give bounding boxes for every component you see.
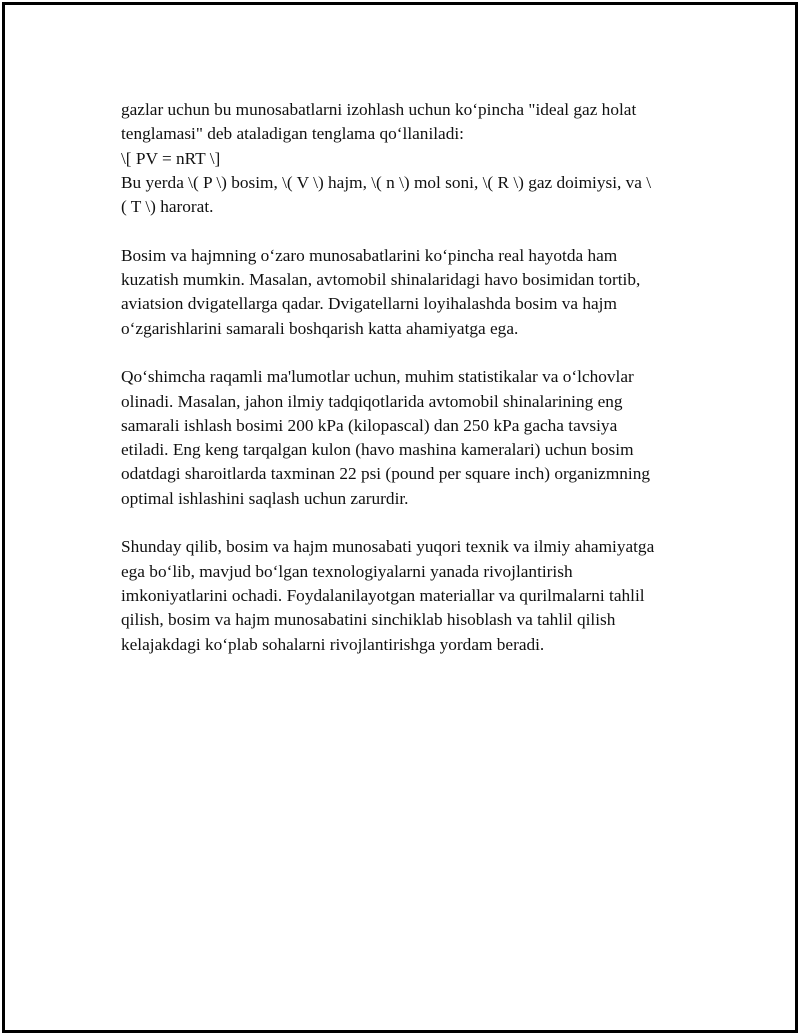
text-line: odatdagi sharoitlarda taxminan 22 psi (pound per square inch) organizmning	[121, 464, 651, 484]
text-line: Bu yerda \( P \) bosim, \( V \) hajm, \( n \) mol soni, \( R \) gaz doimiysi, va \	[121, 172, 652, 192]
text-line: aviatsion dvigatellarga qadar. Dvigatellarni loyihalashda bosim va hajm	[121, 294, 617, 314]
paragraph-conclusion	[121, 535, 701, 656]
text-line: gazlar uchun bu munosabatlarni izohlash uchun ko‘pincha "ideal gaz holat	[121, 100, 637, 119]
text-line: optimal ishlashini saqlash uchun zarurdir.	[121, 488, 409, 508]
paragraph-ideal-gas	[121, 98, 701, 219]
paragraph-real-life	[121, 244, 701, 341]
paragraph-statistics	[121, 365, 701, 511]
text-line: Bosim va hajmning o‘zaro munosabatlarini ko‘pincha real hayotda ham	[121, 245, 618, 265]
text-line: o‘zgarishlarini samarali boshqarish katta ahamiyatga ega.	[121, 318, 519, 338]
text-line: samarali ishlash bosimi 200 kPa (kilopascal) dan 250 kPa gacha tavsiya	[121, 415, 618, 435]
text-line: Shunday qilib, bosim va hajm munosabati yuqori texnik va ilmiy ahamiyatga	[121, 537, 655, 557]
text-line: etiladi. Eng keng tarqalgan kulon (havo mashina kameralari) uchun bosim	[121, 440, 634, 460]
text-line: ega bo‘lib, mavjud bo‘lgan texnologiyalarni yanada rivojlantirish	[121, 561, 573, 581]
equation-line: \[ PV = nRT \]	[121, 148, 221, 168]
document-body	[121, 98, 701, 681]
text-line: kelajakdagi ko‘plab sohalarni rivojlantirishga yordam beradi.	[121, 634, 545, 654]
text-line: imkoniyatlarini ochadi. Foydalanilayotgan materiallar va qurilmalarni tahlil	[121, 585, 645, 605]
text-line: tenglamasi" deb ataladigan tenglama qo‘llaniladi:	[121, 124, 464, 144]
text-line: Qo‘shimcha raqamli ma'lumotlar uchun, muhim statistikalar va o‘lchovlar	[121, 367, 634, 387]
page-frame	[2, 2, 798, 1033]
text-line: ( T \) harorat.	[121, 197, 214, 217]
text-line: kuzatish mumkin. Masalan, avtomobil shinalaridagi havo bosimidan tortib,	[121, 270, 641, 290]
text-line: olinadi. Masalan, jahon ilmiy tadqiqotlarida avtomobil shinalarining eng	[121, 391, 623, 411]
text-line: qilish, bosim va hajm munosabatini sinchiklab hisoblash va tahlil qilish	[121, 610, 616, 630]
